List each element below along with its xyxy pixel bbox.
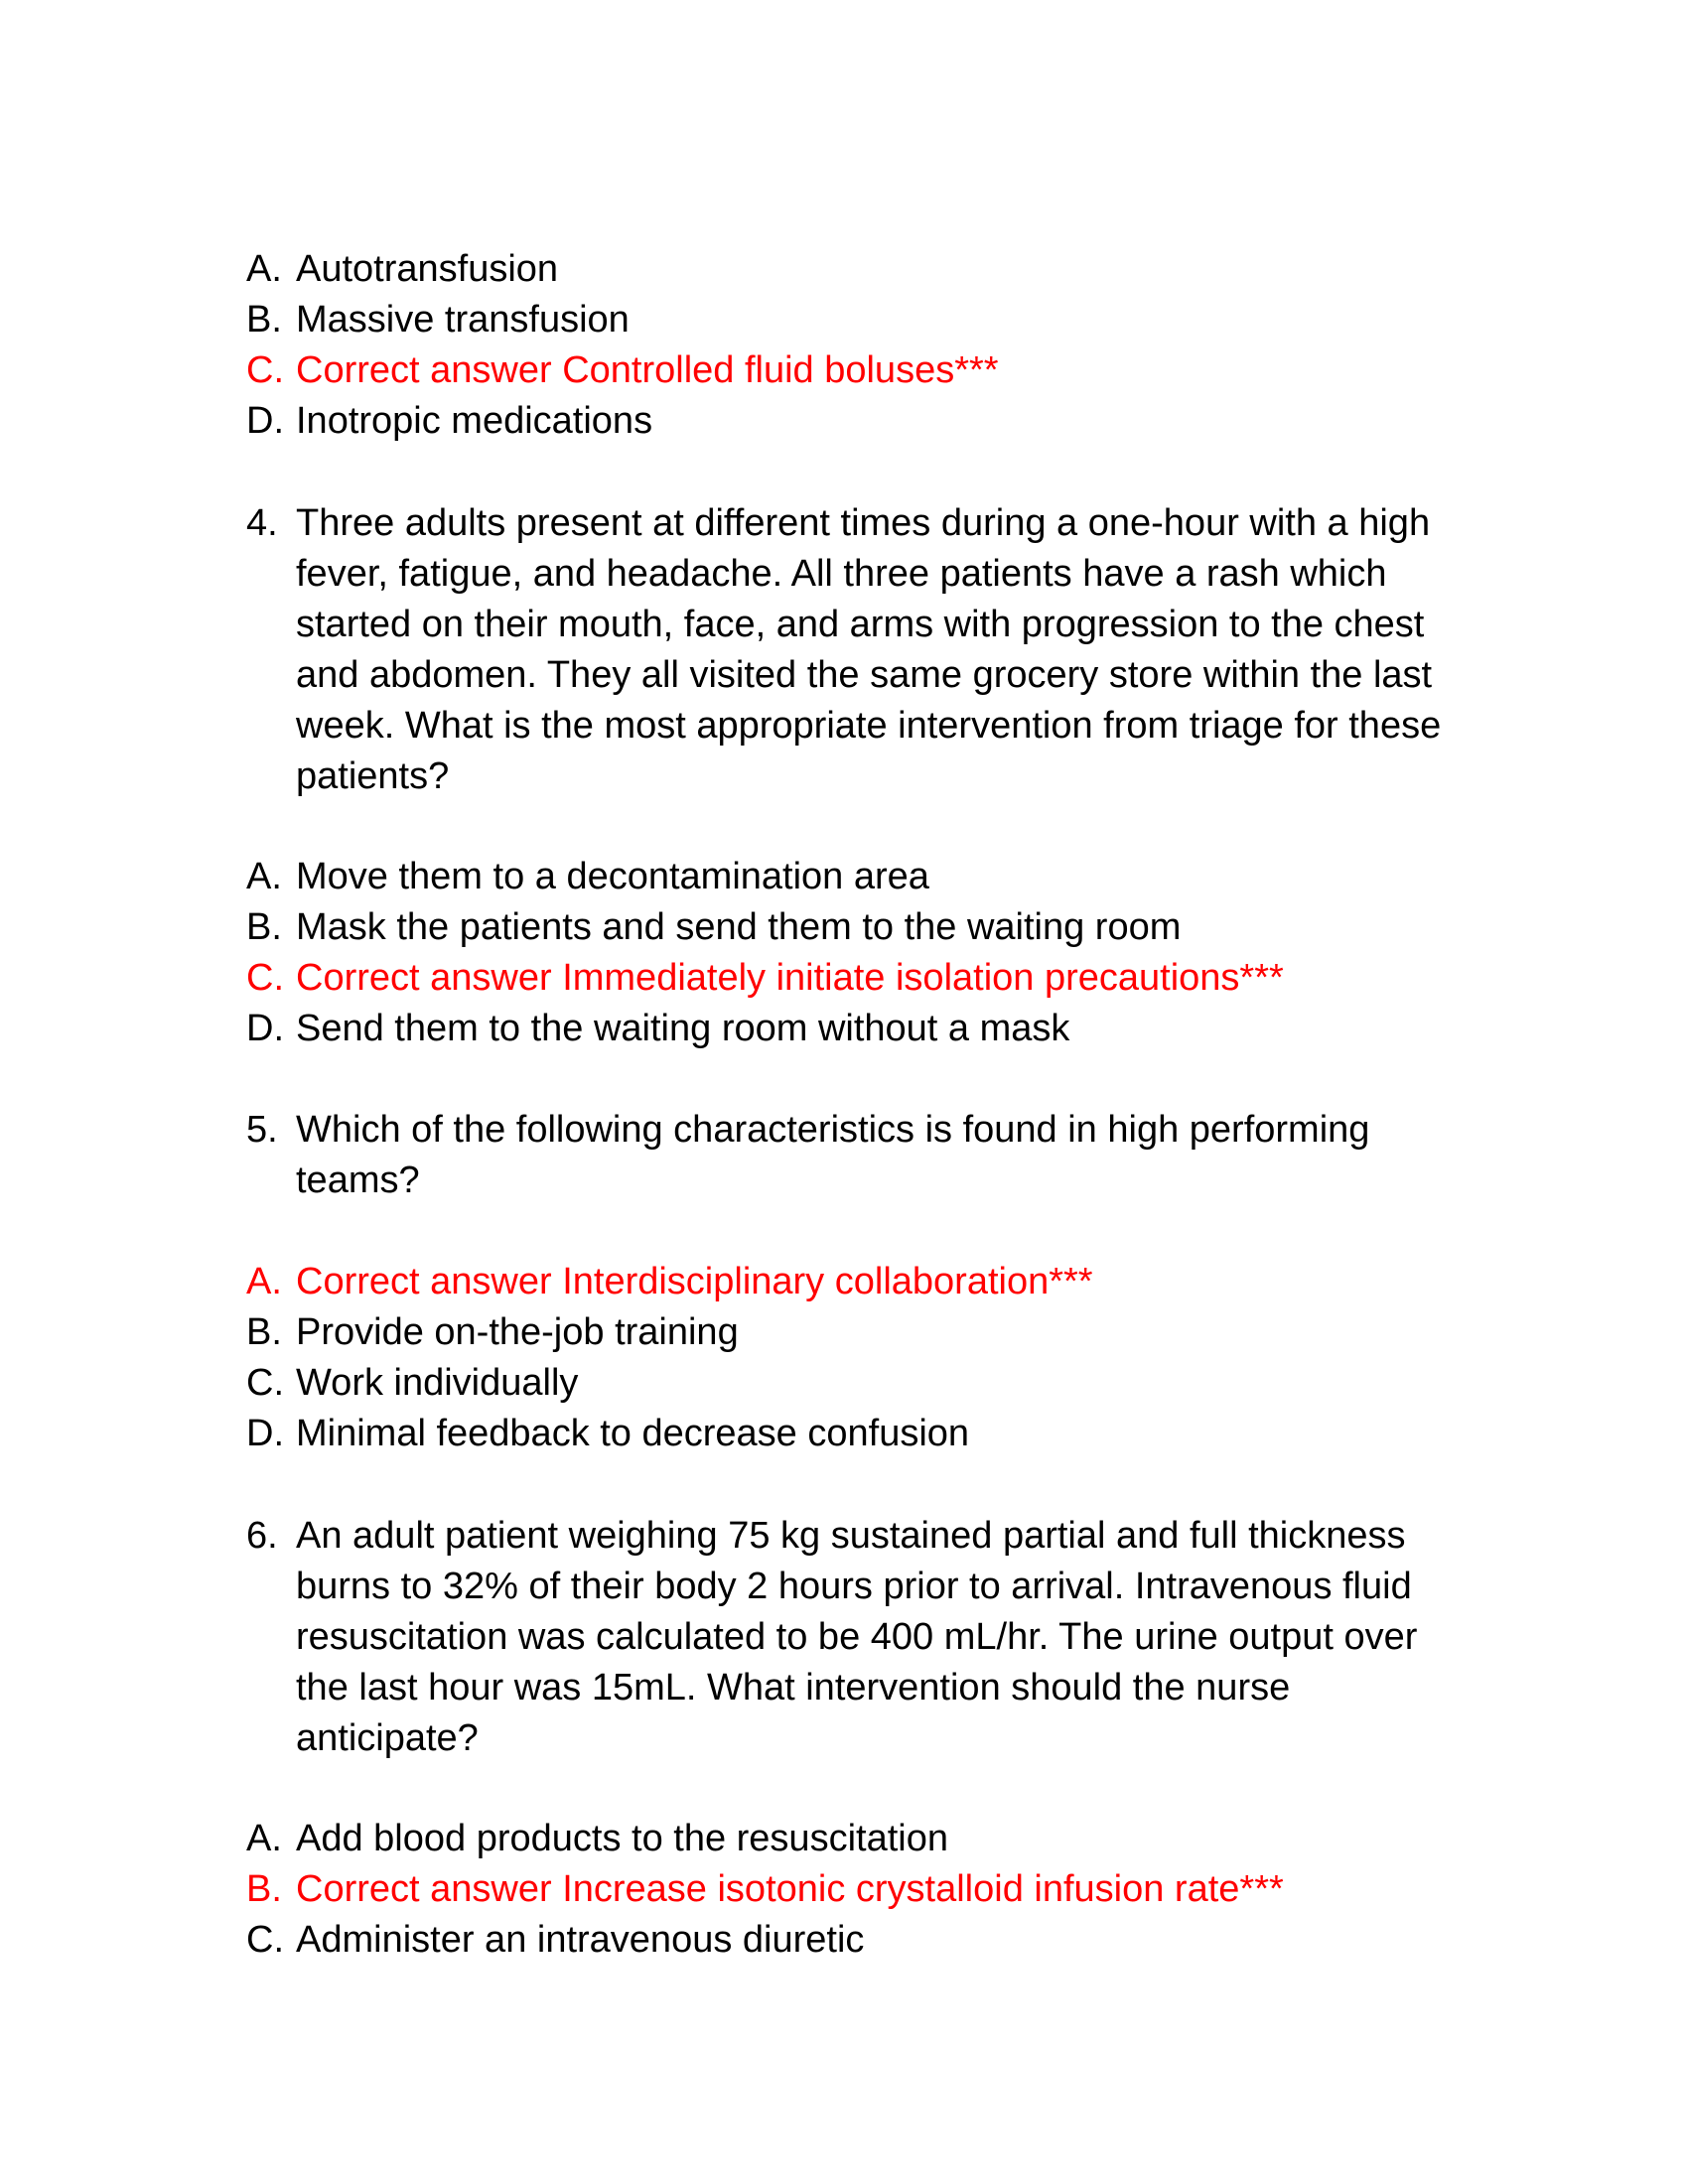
- option-marker: D.: [246, 400, 284, 442]
- option-marker: A.: [246, 856, 282, 897]
- option-text: Correct answer Increase isotonic crystalloid infusion rate***: [296, 1868, 1284, 1910]
- option-marker: D.: [246, 1008, 284, 1049]
- option-marker: C.: [246, 1919, 284, 1961]
- option-marker: B.: [246, 1868, 282, 1910]
- question-text: [296, 1105, 1537, 1206]
- question-line: fever, fatigue, and headache. All three patients have a rash which: [296, 553, 1387, 595]
- question-line: resuscitation was calculated to be 400 mL/hr. The urine output over: [296, 1616, 1418, 1658]
- option-text: Correct answer Controlled fluid boluses***: [296, 349, 999, 391]
- option-marker: C.: [246, 957, 284, 999]
- question-line: burns to 32% of their body 2 hours prior to arrival. Intravenous fluid: [296, 1566, 1412, 1607]
- option-text: Autotransfusion: [296, 248, 559, 290]
- option-text: Minimal feedback to decrease confusion: [296, 1413, 970, 1454]
- option-marker: B.: [246, 1311, 282, 1353]
- option-marker: B.: [246, 299, 282, 341]
- option-marker: D.: [246, 1413, 284, 1454]
- question-number: 4.: [246, 502, 278, 544]
- option-text: Add blood products to the resuscitation: [296, 1818, 948, 1859]
- option-text: Provide on-the-job training: [296, 1311, 739, 1353]
- question-number: 6.: [246, 1515, 278, 1557]
- question-line: Three adults present at different times during a one-hour with a high: [296, 502, 1431, 544]
- option-marker: A.: [246, 248, 282, 290]
- question-line: started on their mouth, face, and arms with progression to the chest: [296, 604, 1425, 645]
- option-marker: A.: [246, 1261, 282, 1302]
- question-line: the last hour was 15mL. What intervention should the nurse: [296, 1667, 1291, 1708]
- question-line: and abdomen. They all visited the same grocery store within the last: [296, 654, 1433, 696]
- option-marker: B.: [246, 906, 282, 948]
- option-marker: A.: [246, 1818, 282, 1859]
- option-text: Correct answer Immediately initiate isolation precautions***: [296, 957, 1284, 999]
- question-text: [296, 1511, 1537, 1764]
- question-line: week. What is the most appropriate intervention from triage for these: [296, 705, 1442, 747]
- option-text: Mask the patients and send them to the waiting room: [296, 906, 1182, 948]
- option-text: Move them to a decontamination area: [296, 856, 929, 897]
- option-marker: C.: [246, 349, 284, 391]
- question-line: Which of the following characteristics is found in high performing: [296, 1109, 1370, 1151]
- option-text: Massive transfusion: [296, 299, 630, 341]
- question-number: 5.: [246, 1109, 278, 1151]
- question-line: anticipate?: [296, 1717, 479, 1759]
- option-text: Correct answer Interdisciplinary collaboration***: [296, 1261, 1093, 1302]
- question-line: An adult patient weighing 75 kg sustained partial and full thickness: [296, 1515, 1406, 1557]
- option-marker: C.: [246, 1362, 284, 1404]
- question-text: [296, 498, 1537, 802]
- option-text: Administer an intravenous diuretic: [296, 1919, 865, 1961]
- question-line: patients?: [296, 755, 450, 797]
- option-text: Work individually: [296, 1362, 579, 1404]
- option-text: Send them to the waiting room without a mask: [296, 1008, 1070, 1049]
- question-line: teams?: [296, 1160, 420, 1201]
- option-text: Inotropic medications: [296, 400, 653, 442]
